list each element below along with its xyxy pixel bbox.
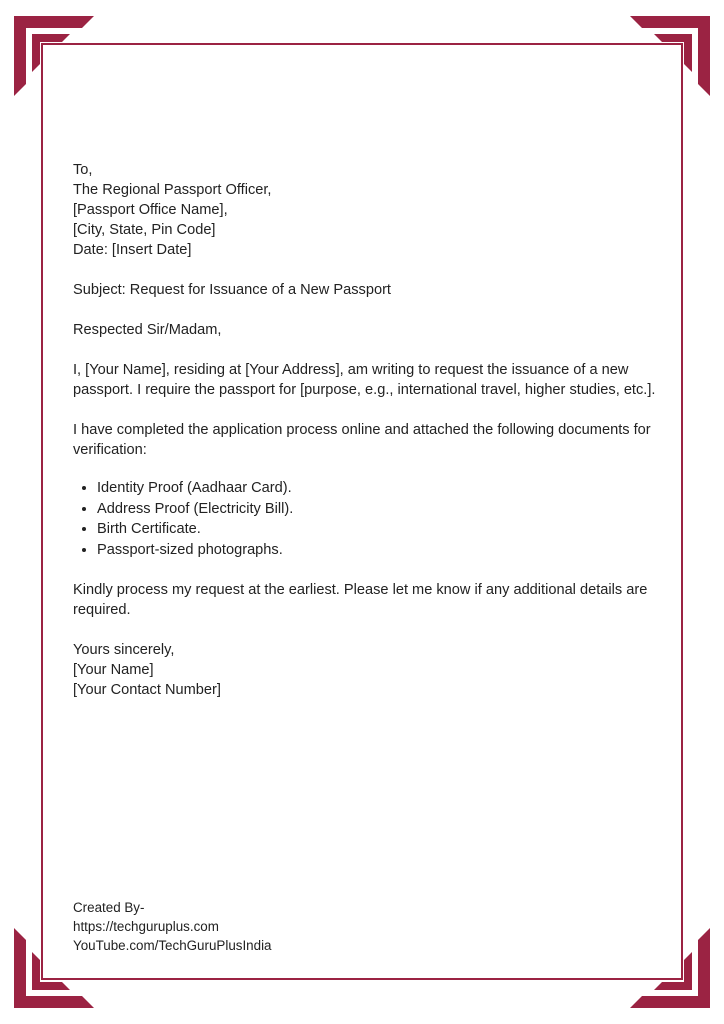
letter-salutation: Respected Sir/Madam, [73, 322, 222, 338]
letter-body [73, 160, 663, 700]
corner-ornament-top-right [630, 16, 710, 96]
created-by-label: Created By- [73, 900, 145, 915]
corner-ornament-top-left [14, 16, 94, 96]
signature-contact: [Your Contact Number] [73, 682, 221, 698]
list-item: • Address Proof (Electricity Bill). [97, 499, 663, 520]
recipient-address [73, 160, 663, 260]
address-line-city: [City, State, Pin Code] [73, 222, 216, 238]
signature-name: [Your Name] [73, 662, 154, 678]
address-line-officer: The Regional Passport Officer, [73, 182, 272, 198]
website-link[interactable]: https://techguruplus.com [73, 919, 219, 934]
address-line-to: To, [73, 162, 93, 178]
letter-signature [73, 640, 663, 700]
corner-ornament-bottom-right [630, 928, 710, 1008]
address-line-date: Date: [Insert Date] [73, 242, 192, 258]
letter-paragraph-closing-request: Kindly process my request at the earliest. Please let me know if any additional details are required. [73, 582, 648, 618]
youtube-link[interactable]: YouTube.com/TechGuruPlusIndia [73, 938, 272, 953]
list-item: • Passport-sized photographs. [97, 540, 663, 561]
list-item: • Identity Proof (Aadhaar Card). [97, 478, 663, 499]
letter-paragraph-documents: I have completed the application process online and attached the following documents for verification: [73, 422, 651, 458]
credits-footer [73, 898, 272, 955]
letter-subject: Subject: Request for Issuance of a New Passport [73, 282, 391, 298]
letter-paragraph-request: I, [Your Name], residing at [Your Address], am writing to request the issuance of a new passport. I require the passport for [purpose, e.g., international travel, higher studies, etc.]. [73, 362, 656, 398]
letter-closing: Yours sincerely, [73, 642, 175, 658]
list-item: • Birth Certificate. [97, 519, 663, 540]
documents-list [73, 478, 663, 560]
address-line-office-name: [Passport Office Name], [73, 202, 228, 218]
